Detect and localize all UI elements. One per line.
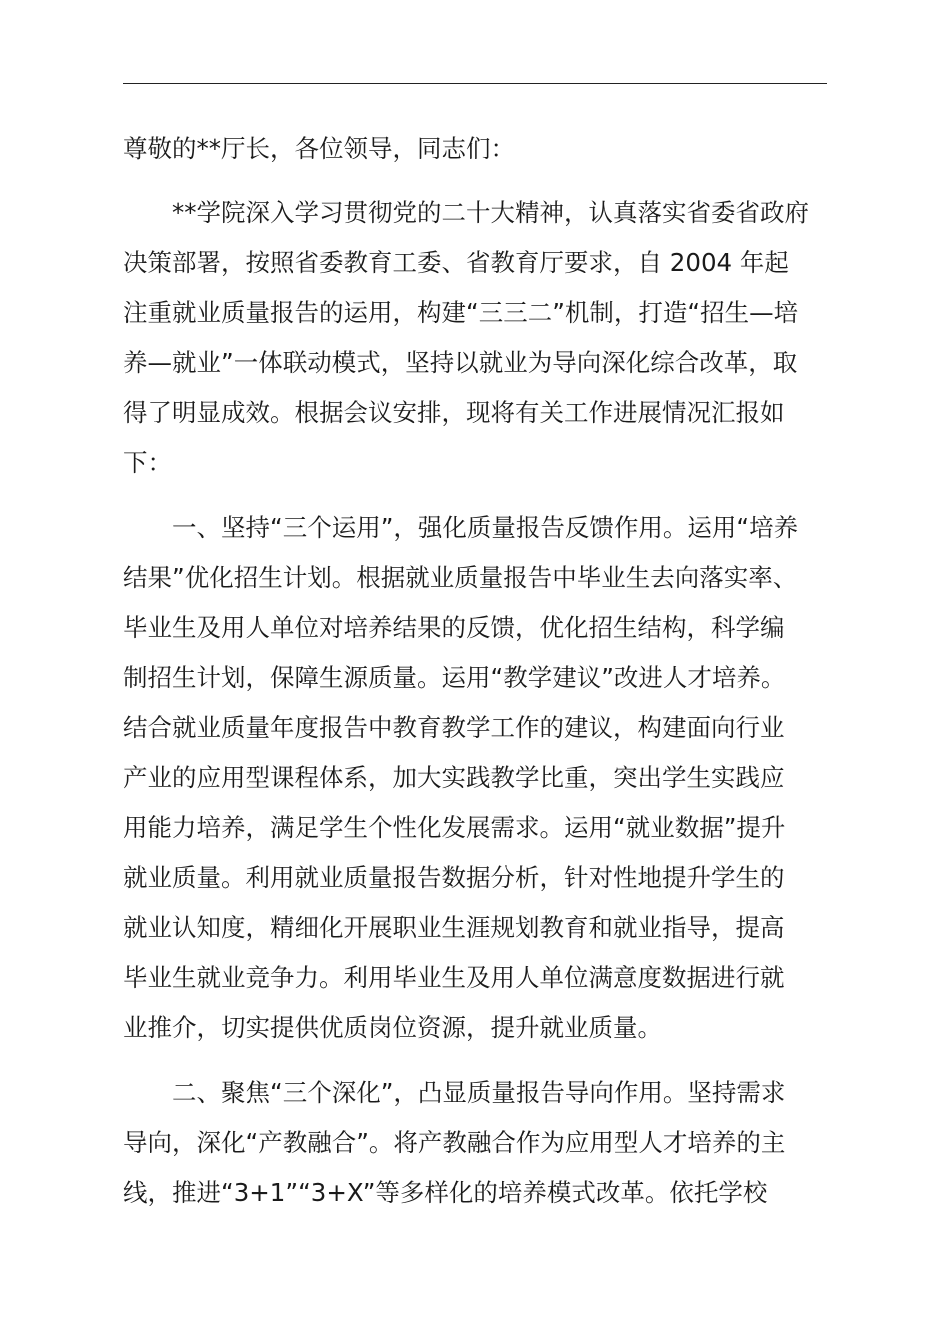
paragraph-line: 二、聚焦“三个深化”，凸显质量报告导向作用。坚持需求 xyxy=(172,1078,786,1107)
paragraph-line: 就业质量。利用就业质量报告数据分析，针对性地提升学生的 xyxy=(123,863,785,892)
greeting-line: 尊敬的**厅长，各位领导，同志们： xyxy=(123,134,515,163)
header-rule xyxy=(123,83,827,84)
paragraph-intro xyxy=(123,188,829,488)
paragraph-line: 导向，深化“产教融合”。将产教融合作为应用型人才培养的主 xyxy=(123,1128,786,1157)
paragraph-line: 得了明显成效。根据会议安排，现将有关工作进展情况汇报如 xyxy=(123,398,785,427)
paragraph-line: 注重就业质量报告的运用，构建“三三二”机制，打造“招生—培 xyxy=(123,298,799,327)
paragraph-line: 产业的应用型课程体系，加大实践教学比重，突出学生实践应 xyxy=(123,763,785,792)
paragraph-section-two xyxy=(123,1068,829,1218)
paragraph-line: 就业认知度，精细化开展职业生涯规划教育和就业指导，提高 xyxy=(123,913,785,942)
paragraph-line: 业推介，切实提供优质岗位资源，提升就业质量。 xyxy=(123,1013,662,1042)
paragraph-line: 制招生计划，保障生源质量。运用“教学建议”改进人才培养。 xyxy=(123,663,786,692)
paragraph-line: 结果”优化招生计划。根据就业质量报告中毕业生去向落实率、 xyxy=(123,563,798,592)
paragraph-line: 一、坚持“三个运用”，强化质量报告反馈作用。运用“培养 xyxy=(172,513,799,542)
paragraph-line: 决策部署，按照省委教育工委、省教育厅要求，自 2004 年起 xyxy=(123,248,789,277)
paragraph-line: **学院深入学习贯彻党的二十大精神，认真落实省委省政府 xyxy=(172,198,809,227)
paragraph-line: 毕业生就业竞争力。利用毕业生及用人单位满意度数据进行就 xyxy=(123,963,785,992)
paragraph-line: 毕业生及用人单位对培养结果的反馈，优化招生结构，科学编 xyxy=(123,613,785,642)
paragraph-line: 结合就业质量年度报告中教育教学工作的建议，构建面向行业 xyxy=(123,713,785,742)
paragraph-section-one xyxy=(123,503,829,1053)
paragraph-line: 下： xyxy=(123,448,172,477)
paragraph-line: 养—就业”一体联动模式，坚持以就业为导向深化综合改革，取 xyxy=(123,348,798,377)
paragraph-line: 线，推进“3+1”“3+X”等多样化的培养模式改革。依托学校 xyxy=(123,1178,768,1207)
document-body xyxy=(123,124,829,1218)
paragraph-line: 用能力培养，满足学生个性化发展需求。运用“就业数据”提升 xyxy=(123,813,786,842)
